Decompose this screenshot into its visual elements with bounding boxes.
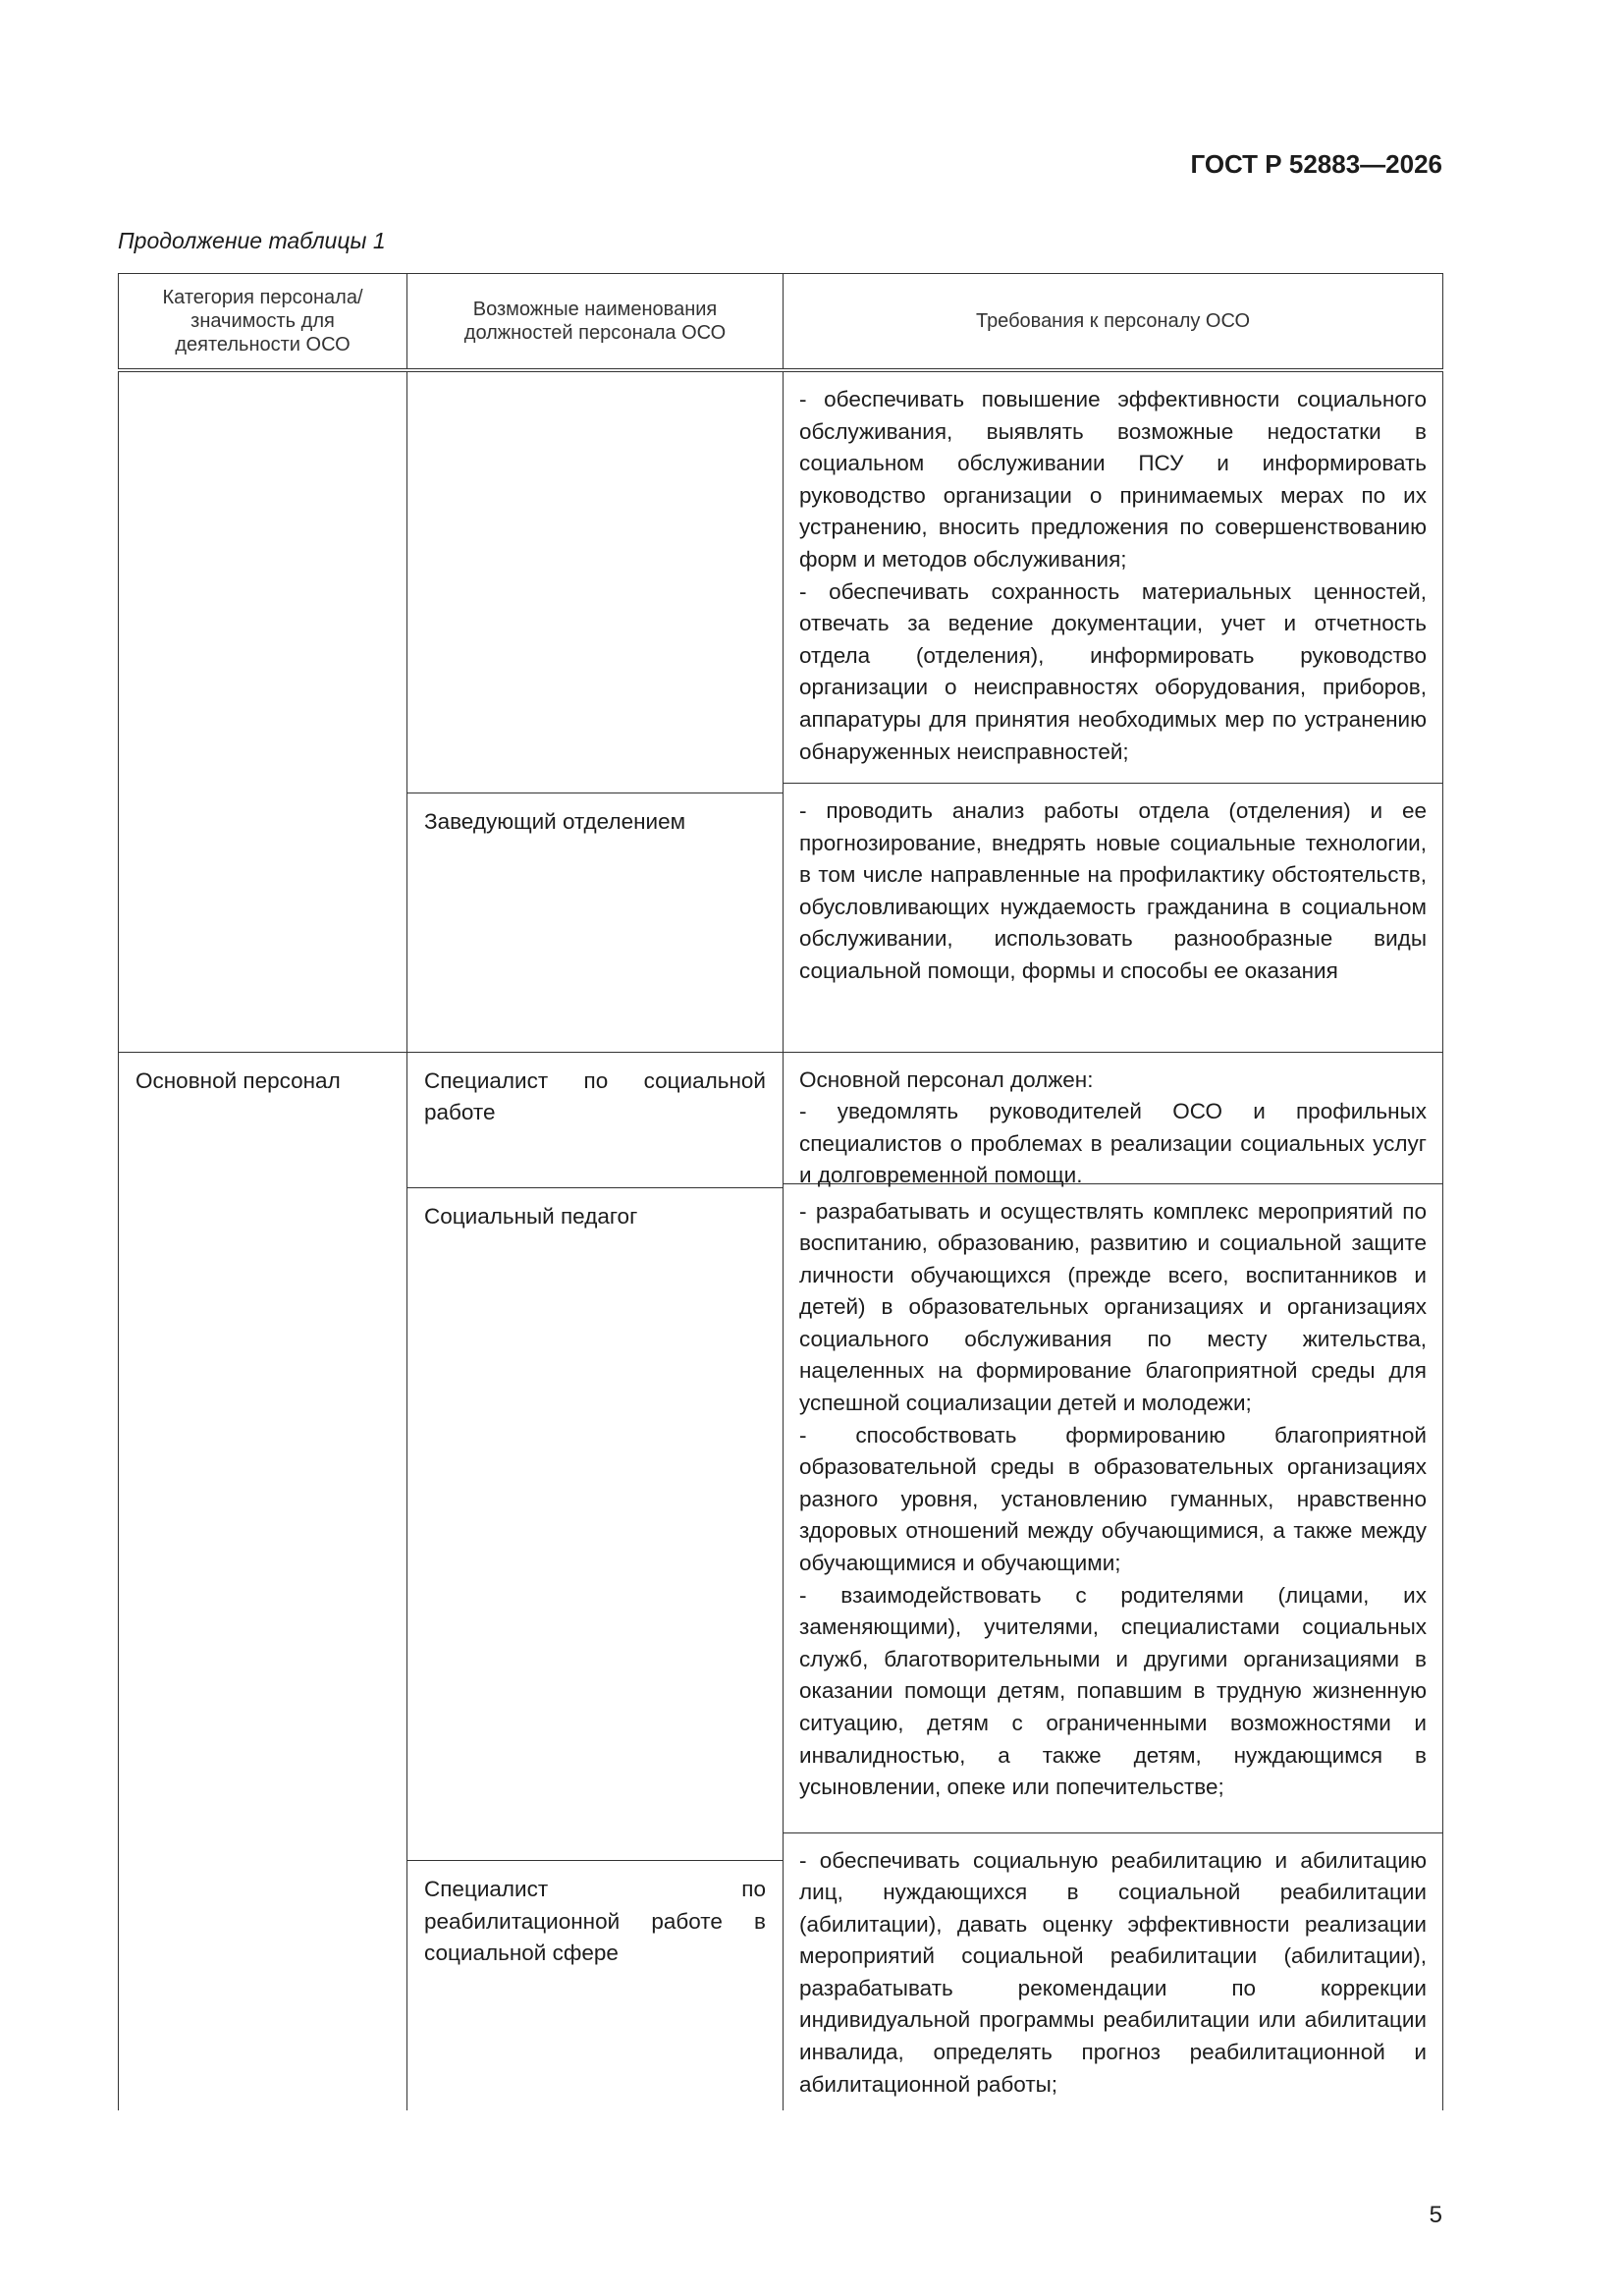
position-cell: Социальный педагог — [407, 1187, 784, 1861]
requirements-group — [784, 1053, 1442, 1188]
requirement-item: - способствовать формированию благоприятной образовательной среды в образовательных организациях разного уровня, установлению гуманных, нравственно здоровых отношений между обучающимися, а также между обучающимися и обучающими; — [799, 1422, 1427, 1576]
position-cell: Специалист по социальной работе — [407, 1052, 784, 1187]
page-number: 5 — [1429, 2202, 1442, 2228]
requirement-item: - проводить анализ работы отдела (отделения) и ее прогнозирование, внедрять новые социальные технологии, в том числе направленные на профилактику обстоятельств, обусловливающих нуждаемость гражданина в социальном обслуживании, использовать разнообразные виды социальной помощи, формы и способы ее оказания — [799, 798, 1427, 983]
requirement-item: - разрабатывать и осуществлять комплекс мероприятий по воспитанию, образованию, развитию и социальной защите личности обучающихся (прежде всего, воспитанников и детей) в образовательных организациях и организациях социального обслуживания по месту жительства, нацеленных на формирование благоприятной среды для успешной социализации детей и молодежи; — [799, 1198, 1427, 1416]
column-header-requirements: Требования к персоналу ОСО — [784, 274, 1443, 371]
table-header-row — [119, 274, 1443, 371]
requirements-group — [784, 1183, 1442, 1832]
category-cell: Основной персонал — [119, 1052, 407, 2110]
requirement-item: - уведомлять руководителей ОСО и профильных специалистов о проблемах в реализации социальных услуг и долговременной помощи. — [799, 1099, 1427, 1188]
requirement-item: - взаимодействовать с родителями (лицами, их заменяющими), учителями, специалистами социальных служб, благотворительными и другими организациями в оказании помощи детям, попавшим в трудную жизненную ситуацию, детям с ограниченными возможностями и инвалидностью, а также детям, нуждающимся в усыновлении, опеке или попечительстве; — [799, 1582, 1427, 1800]
column-header-category: Категория персонала/ значимость для деятельности ОСО — [119, 274, 407, 371]
standard-code: ГОСТ Р 52883—2026 — [1190, 149, 1442, 179]
requirement-item: Основной персонал должен: — [799, 1066, 1094, 1092]
requirements-group — [784, 372, 1442, 783]
requirements-group — [784, 1832, 1442, 2111]
requirements-cell — [784, 1052, 1443, 2110]
column-header-positions: Возможные наименования должностей персонала ОСО — [407, 274, 784, 371]
requirement-item: - обеспечивать сохранность материальных ценностей, отвечать за ведение документации, учет и отчетность отдела (отделения), информировать руководство организации о неисправностях оборудования, приборов, аппаратуры для принятия необходимых мер по устранению обнаруженных неисправностей; — [799, 578, 1427, 764]
requirements-cell — [784, 370, 1443, 1052]
personnel-table — [118, 273, 1443, 2110]
table-caption: Продолжение таблицы 1 — [118, 228, 386, 253]
table-row — [119, 1052, 1443, 1187]
table-row — [119, 370, 1443, 793]
category-cell — [119, 370, 407, 1052]
requirement-item: - обеспечивать повышение эффективности социального обслуживания, выявлять возможные недостатки в социальном обслуживании ПСУ и информировать руководство организации о принимаемых мерах по их устранению, вносить предложения по совершенствованию форм и методов обслуживания; — [799, 387, 1427, 572]
requirements-group — [784, 783, 1442, 998]
position-cell: Специалист по реабилитационной работе в социальной сфере — [407, 1861, 784, 2111]
position-cell: Заведующий отделением — [407, 793, 784, 1052]
requirement-item: - обеспечивать социальную реабилитацию и абилитацию лиц, нуждающихся в социальной реабилитации (абилитации), давать оценку эффективности реализации мероприятий социальной реабилитации (абилитации), разрабатывать рекомендации по коррекции индивидуальной программы реабилитации или абилитации инвалида, определять прогноз реабилитационной и абилитационной работы; — [799, 1847, 1427, 2097]
position-cell — [407, 370, 784, 793]
